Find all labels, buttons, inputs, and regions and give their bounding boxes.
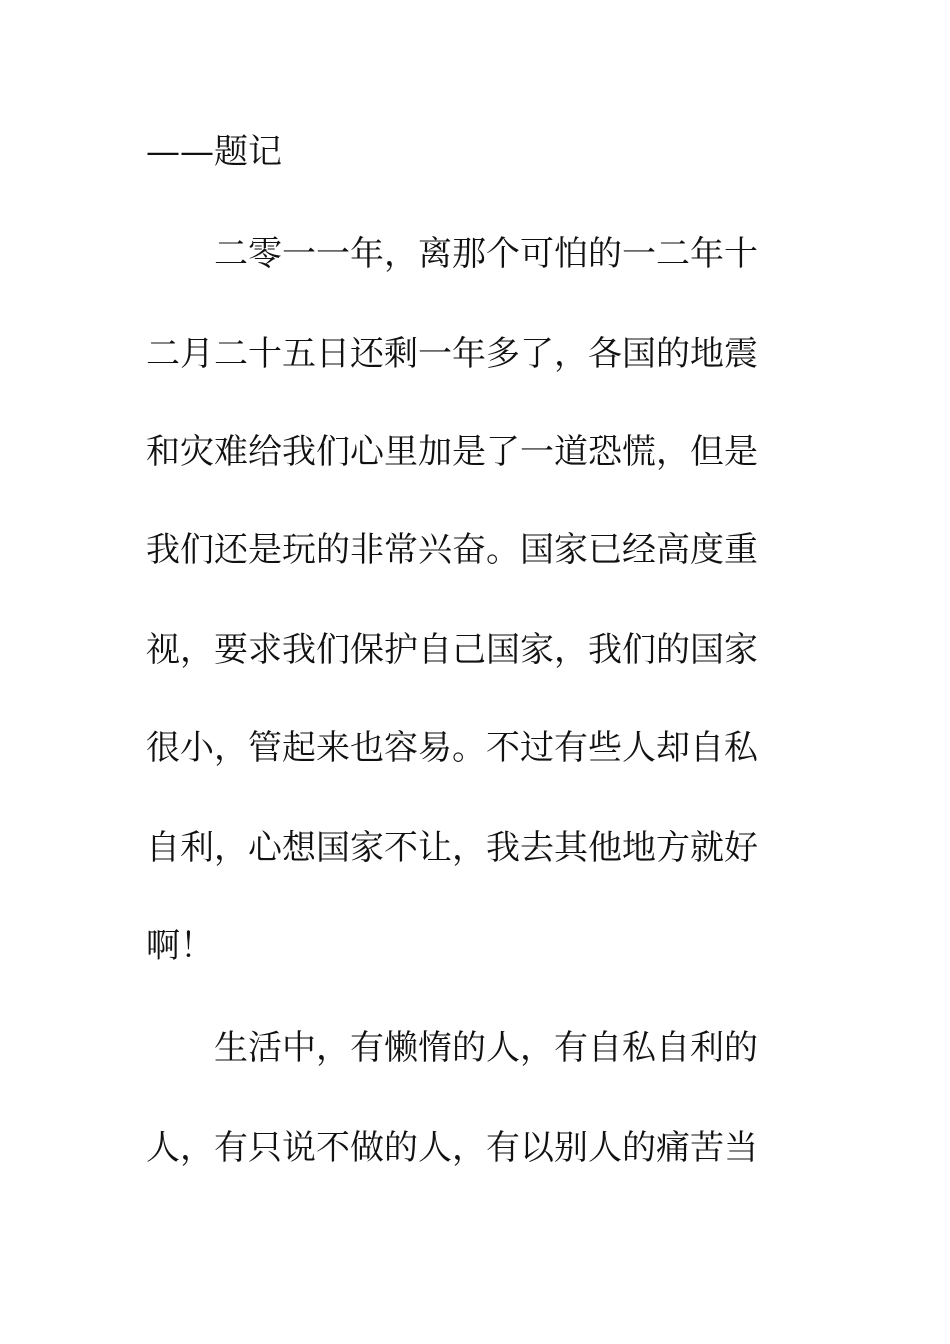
paragraph-1-line-5: 视，要求我们保护自己国家，我们的国家 bbox=[146, 630, 758, 670]
epigraph-attribution: ——题记 bbox=[146, 132, 282, 172]
paragraph-1-line-6: 很小，管起来也容易。不过有些人却自私 bbox=[146, 728, 758, 768]
paragraph-1-line-1: 二零一一年，离那个可怕的一二年十 bbox=[214, 234, 758, 274]
paragraph-1-line-4: 我们还是玩的非常兴奋。国家已经高度重 bbox=[146, 530, 758, 570]
paragraph-2-line-2: 人，有只说不做的人，有以别人的痛苦当 bbox=[146, 1128, 758, 1168]
paragraph-2-line-1: 生活中，有懒惰的人，有自私自利的 bbox=[214, 1028, 758, 1068]
paragraph-1-line-2: 二月二十五日还剩一年多了，各国的地震 bbox=[146, 334, 758, 374]
paragraph-1-line-8: 啊！ bbox=[146, 926, 214, 966]
paragraph-1-line-7: 自利，心想国家不让，我去其他地方就好 bbox=[146, 828, 758, 868]
paragraph-1-line-3: 和灾难给我们心里加是了一道恐慌，但是 bbox=[146, 432, 758, 472]
